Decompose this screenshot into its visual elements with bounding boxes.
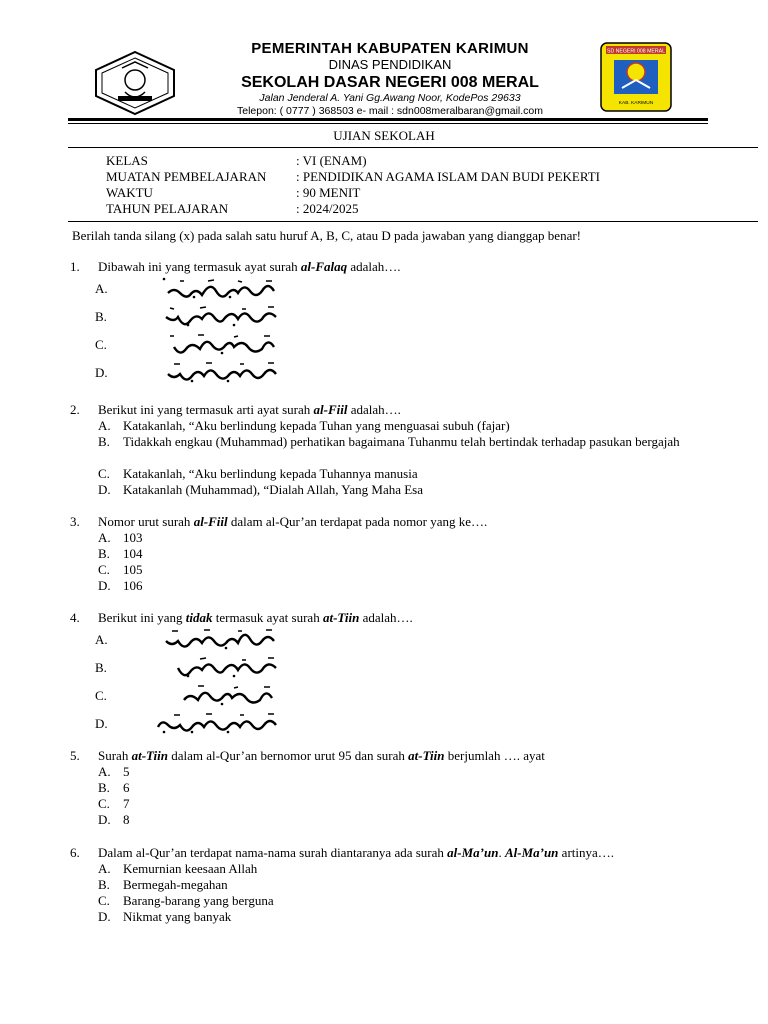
question-text <box>98 514 708 530</box>
school-contact: Telepon: ( 0777 ) 368503 e- mail : sdn008meralbaran@gmail.com <box>237 105 543 117</box>
question-number: 6. <box>70 845 80 860</box>
exam-title: UJIAN SEKOLAH <box>333 128 435 143</box>
option-text: Tidakkah engkau (Muhammad) perhatikan bagaimana Tuhanmu telah bertindak terhadap pasukan bergajah <box>123 434 680 449</box>
option-letter: B. <box>98 780 110 795</box>
option-text: 106 <box>123 578 143 593</box>
info-row <box>106 185 600 201</box>
option-letter: A. <box>98 418 111 433</box>
question-number: 2. <box>70 402 80 417</box>
question-number: 4. <box>70 610 80 625</box>
option-letter: A. <box>98 861 111 876</box>
arabic-verse-image <box>134 303 284 329</box>
question-text-part: Surah <box>98 748 132 763</box>
option-letter: D. <box>98 578 111 593</box>
arabic-verse-image <box>134 275 284 301</box>
question-text <box>98 402 708 418</box>
option-text: Katakanlah, “Aku berlindung kepada Tuhannya manusia <box>123 466 418 481</box>
question-text <box>98 259 708 275</box>
info-value: : 2024/2025 <box>296 201 359 216</box>
question-text-part: Dibawah ini yang termasuk ayat surah <box>98 259 301 274</box>
question-text <box>98 748 708 764</box>
option-letter: A. <box>95 281 108 296</box>
letterhead-text <box>200 40 580 118</box>
question-text-part: adalah…. <box>347 402 401 417</box>
info-row <box>106 169 600 185</box>
question-number: 1. <box>70 259 80 274</box>
option-text: 6 <box>123 780 130 795</box>
karimun-regency-logo-icon <box>92 50 178 116</box>
title-divider <box>68 147 758 148</box>
surah-name: al-Falaq <box>300 259 348 274</box>
question-text <box>98 610 708 626</box>
question-text-part: Berikut ini yang termasuk arti ayat surah <box>98 402 314 417</box>
government-name: PEMERINTAH KABUPATEN KARIMUN <box>251 40 529 57</box>
option-letter: C. <box>95 688 107 703</box>
question-text-part: termasuk ayat surah <box>212 610 323 625</box>
exam-info <box>106 153 600 217</box>
option-letter: D. <box>95 365 108 380</box>
question-text-part: dalam al-Qur’an terdapat pada nomor yang ke…. <box>227 514 488 529</box>
option-letter: A. <box>95 632 108 647</box>
emphasis-word: tidak <box>185 610 213 625</box>
surah-name: at-Tiin <box>408 748 445 763</box>
school-logo-subtext: KAB. KARIMUN <box>618 101 654 106</box>
question-text-part: Berikut ini yang <box>98 610 186 625</box>
info-value: : VI (ENAM) <box>296 153 367 168</box>
letterhead <box>0 0 768 130</box>
info-row <box>106 153 600 169</box>
option-letter: D. <box>98 909 111 924</box>
question-text-part: artinya…. <box>558 845 615 860</box>
question-text-part: Nomor urut surah <box>98 514 194 529</box>
school-logo-text: SD NEGERI 008 MERAL <box>607 48 665 55</box>
question-text-part: adalah…. <box>347 259 401 274</box>
surah-name: al-Fiil <box>193 514 228 529</box>
option-text: 104 <box>123 546 143 561</box>
arabic-verse-image <box>134 359 284 385</box>
question-text-part: adalah…. <box>359 610 413 625</box>
question-text-part: berjumlah …. ayat <box>444 748 545 763</box>
option-letter: D. <box>98 482 111 497</box>
school-name: SEKOLAH DASAR NEGERI 008 MERAL <box>241 74 539 91</box>
option-letter: C. <box>98 466 110 481</box>
info-value: : PENDIDIKAN AGAMA ISLAM DAN BUDI PEKERTI <box>296 169 600 184</box>
info-label: MUATAN PEMBELAJARAN <box>106 169 267 184</box>
info-label: KELAS <box>106 153 148 168</box>
surah-name: al-Ma’un <box>447 845 499 860</box>
option-letter: C. <box>98 893 110 908</box>
option-text: 103 <box>123 530 143 545</box>
option-letter: B. <box>98 434 110 449</box>
school-address: Jalan Jenderal A. Yani Gg.Awang Noor, KodePos 29633 <box>259 92 521 104</box>
option-text: 8 <box>123 812 130 827</box>
option-letter: D. <box>98 812 111 827</box>
option-text: 7 <box>123 796 130 811</box>
option-text: Katakanlah (Muhammad), “Dialah Allah, Yang Maha Esa <box>123 482 424 497</box>
surah-name: al-Fiil <box>313 402 348 417</box>
option-text: 5 <box>123 764 130 779</box>
option-text: Nikmat yang banyak <box>123 909 232 924</box>
surah-name: at-Tiin <box>322 610 360 625</box>
school-logo-icon <box>600 42 672 112</box>
option-letter: C. <box>95 337 107 352</box>
question-number: 3. <box>70 514 80 529</box>
option-text: Kemurnian keesaan Allah <box>123 861 258 876</box>
letterhead-divider-thick <box>68 118 708 121</box>
option-letter: B. <box>98 877 110 892</box>
option-letter: C. <box>98 562 110 577</box>
option-letter: A. <box>98 530 111 545</box>
letterhead-divider-thin <box>68 123 708 124</box>
option-letter: D. <box>95 716 108 731</box>
surah-name: at-Tiin <box>131 748 168 763</box>
arabic-verse-image <box>134 331 284 357</box>
info-divider <box>68 221 758 222</box>
option-letter: B. <box>98 546 110 561</box>
info-value: : 90 MENIT <box>296 185 361 200</box>
department-name: DINAS PENDIDIKAN <box>328 57 452 72</box>
option-letter: C. <box>98 796 110 811</box>
option-letter: B. <box>95 309 107 324</box>
option-letter: A. <box>98 764 111 779</box>
question-text <box>98 845 708 861</box>
info-label: TAHUN PELAJARAN <box>106 201 229 216</box>
question-text-part: . <box>498 845 505 860</box>
question-text-part: dalam al-Qur’an bernomor urut 95 dan surah <box>167 748 409 763</box>
question-number: 5. <box>70 748 80 763</box>
arabic-verse-image <box>134 654 284 680</box>
surah-name: Al-Ma’un <box>504 845 559 860</box>
option-text: Barang-barang yang berguna <box>123 893 274 908</box>
instruction: Berilah tanda silang (x) pada salah satu huruf A, B, C, atau D pada jawaban yang dianggap benar! <box>72 228 581 243</box>
info-row <box>106 201 600 217</box>
info-label: WAKTU <box>106 185 153 200</box>
arabic-verse-image <box>134 710 284 736</box>
question-text-part: Dalam al-Qur’an terdapat nama-nama surah diantaranya ada surah <box>98 845 448 860</box>
option-text: Katakanlah, “Aku berlindung kepada Tuhan yang menguasai subuh (fajar) <box>123 418 510 433</box>
arabic-verse-image <box>134 682 284 708</box>
option-text: 105 <box>123 562 143 577</box>
option-text: Bermegah-megahan <box>123 877 228 892</box>
option-letter: B. <box>95 660 107 675</box>
arabic-verse-image <box>134 626 284 652</box>
